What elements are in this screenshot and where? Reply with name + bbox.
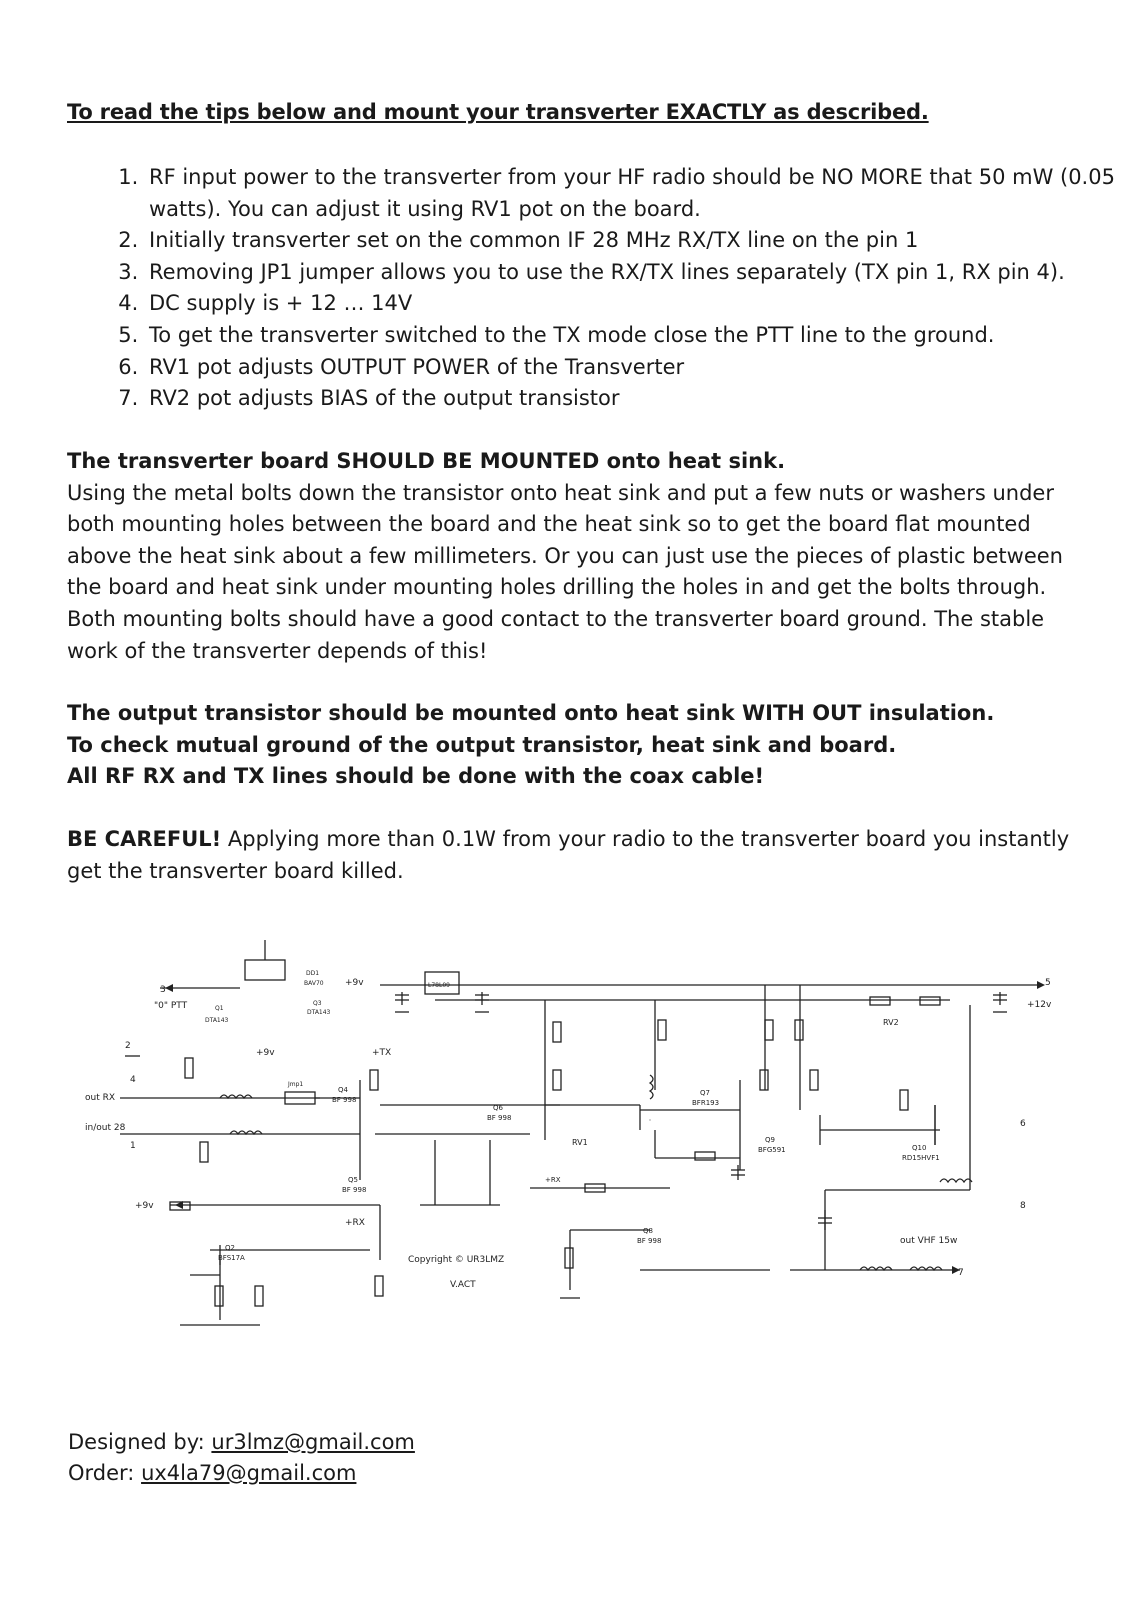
tip-item: 7. RV2 pot adjusts BIAS of the output transistor: [145, 383, 1125, 415]
order-label: Order:: [68, 1461, 142, 1485]
q1-label: Q1: [215, 1005, 224, 1012]
out-rx-label: out RX: [85, 1093, 116, 1103]
dd1-label: DD1: [306, 970, 320, 977]
order-email-link[interactable]: ux4la79@gmail.com: [141, 1461, 357, 1485]
tip-item: 1. RF input power to the transverter from your HF radio should be NO MORE that 50 mW (0.05 watts). You can adjust it using RV1 pot on the board.: [145, 162, 1125, 225]
copyright-label: Copyright © UR3LMZ: [408, 1255, 505, 1265]
tip-item: 4. DC supply is + 12 … 14V: [145, 288, 1125, 320]
version-label: V.ACT: [450, 1280, 476, 1290]
plus-9v-mid-label: +9v: [256, 1048, 275, 1058]
q8-type-label: BF 998: [637, 1237, 662, 1245]
mounting-section: [67, 446, 1077, 667]
jumper-label: Jmp1: [288, 1081, 304, 1088]
q9-type-label: BFG591: [758, 1146, 786, 1154]
pin-4-label: 4: [130, 1075, 136, 1085]
q2-type-label: BFS17A: [218, 1254, 245, 1262]
regulator-label: L78L09: [428, 982, 450, 989]
q6-label: Q6: [493, 1104, 503, 1112]
q4-type-label: BF 998: [332, 1096, 357, 1104]
q9-label: Q9: [765, 1136, 775, 1144]
q5-label: Q5: [348, 1176, 358, 1184]
q5-type-label: BF 998: [342, 1186, 367, 1194]
pin-8-label: 8: [1020, 1201, 1026, 1211]
bav70-label: BAV70: [304, 980, 324, 987]
pin-5-label: 5: [1045, 978, 1051, 988]
q10-label: Q10: [912, 1144, 927, 1152]
tip-item: 5. To get the transverter switched to the TX mode close the PTT line to the ground.: [145, 320, 1125, 352]
tip-item: 3. Removing JP1 jumper allows you to use the RX/TX lines separately (TX pin 1, RX pin 4).: [145, 257, 1125, 289]
q3-label: Q3: [313, 1000, 322, 1007]
plus-rx-label: +RX: [345, 1218, 365, 1228]
pin-6-label: 6: [1020, 1119, 1026, 1129]
note-line: To check mutual ground of the output transistor, heat sink and board.: [67, 732, 897, 757]
warning-label: BE CAREFUL!: [67, 827, 222, 851]
designer-line: [68, 1430, 415, 1454]
pin-3-label: 3: [160, 985, 166, 995]
pin-1-label: 1: [130, 1141, 136, 1151]
order-line: [68, 1461, 356, 1485]
warning-paragraph: [67, 824, 1077, 887]
q10-type-label: RD15HVF1: [902, 1154, 940, 1162]
plus-tx-label: +TX: [372, 1048, 392, 1058]
tips-list: [100, 162, 1125, 415]
note-line: All RF RX and TX lines should be done with the coax cable!: [67, 764, 765, 789]
circuit-schematic: [80, 930, 1060, 1330]
q2-label: Q2: [225, 1244, 235, 1252]
pin-2-label: 2: [125, 1041, 131, 1051]
q7-label: Q7: [700, 1089, 710, 1097]
q7-type-label: BFR193: [692, 1099, 720, 1107]
plus-12v-label: +12v: [1027, 1000, 1052, 1010]
rv2-label: RV2: [883, 1018, 899, 1027]
tip-item: 2. Initially transverter set on the common IF 28 MHz RX/TX line on the pin 1: [145, 225, 1125, 257]
q6-type-label: BF 998: [487, 1114, 512, 1122]
plus-9v-top-label: +9v: [345, 978, 364, 988]
q1-type-label: DTA143: [205, 1017, 229, 1024]
mounting-title: The transverter board SHOULD BE MOUNTED onto heat sink.: [67, 449, 786, 473]
pin-7-label: 7: [958, 1268, 964, 1278]
out-vhf-label: out VHF 15w: [900, 1236, 958, 1246]
note-line: The output transistor should be mounted onto heat sink WITH OUT insulation.: [67, 701, 995, 725]
inout-28-label: in/out 28: [85, 1123, 126, 1133]
designer-label: Designed by:: [68, 1430, 212, 1454]
mounting-body: Using the metal bolts down the transistor onto heat sink and put a few nuts or washers under both mounting holes between the board and the heat sink so to get the board flat mounted above the heat sink about a few millimeters. Or you can just use the pieces of plastic between the board and heat sink under mounting holes drilling the holes in and get the bolts through. Both mounting bolts should have a good contact to the transverter board ground. The stable work of the transverter depends of this!: [67, 480, 1063, 663]
rv1-label: RV1: [572, 1138, 588, 1147]
plus-9v-left-label: +9v: [135, 1201, 154, 1211]
q4-label: Q4: [338, 1086, 348, 1094]
notes-section: [67, 698, 1077, 793]
plus-rx-label-2: +RX: [545, 1176, 561, 1184]
ptt-label: "0" PTT: [154, 1001, 188, 1011]
page-heading: To read the tips below and mount your transverter EXACTLY as described.: [67, 100, 929, 124]
warning-text: Applying more than 0.1W from your radio to the transverter board you instantly get the transverter board killed.: [67, 827, 1070, 883]
q8-label: Q8: [643, 1227, 653, 1235]
designer-email-link[interactable]: ur3lmz@gmail.com: [211, 1430, 415, 1454]
tip-item: 6. RV1 pot adjusts OUTPUT POWER of the Transverter: [145, 352, 1125, 384]
q3-type-label: DTA143: [307, 1009, 331, 1016]
